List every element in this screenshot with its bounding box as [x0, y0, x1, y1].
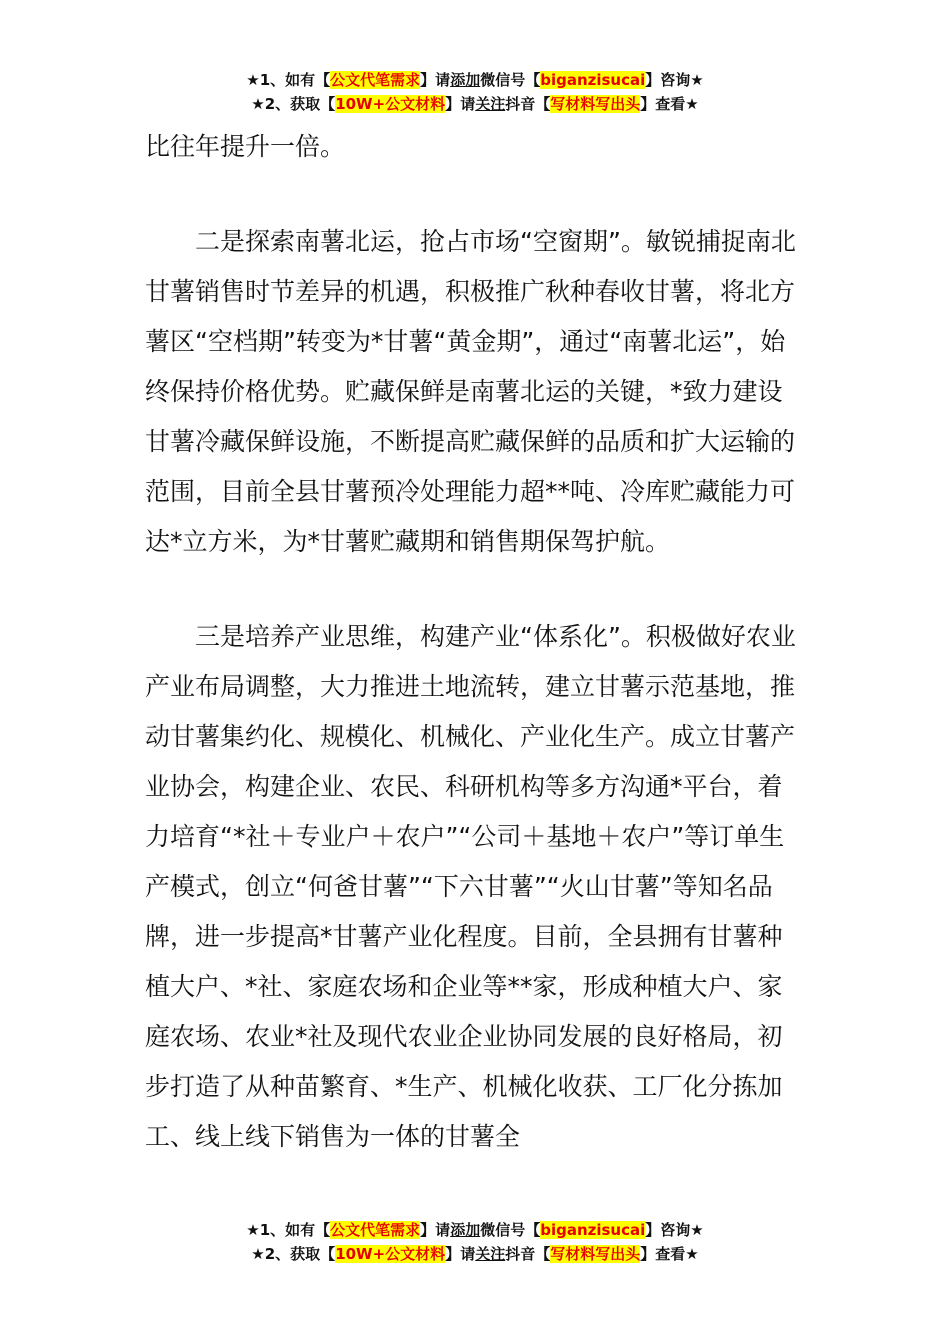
highlight-douyin-id: 写材料写出头: [550, 1245, 641, 1263]
document-body: [145, 122, 805, 1162]
highlight-wechat-id: biganzisucai: [540, 1221, 646, 1239]
banner-line-2: ★2、获取【10W+公文材料】请关注抖音【写材料写出头】查看★: [251, 95, 699, 113]
banner-line-1: ★1、如有【公文代笔需求】请添加微信号【biganzisucai】咨询★: [246, 1221, 704, 1239]
banner-line-2: ★2、获取【10W+公文材料】请关注抖音【写材料写出头】查看★: [251, 1245, 699, 1263]
highlight-service: 公文代笔需求: [330, 71, 421, 89]
highlight-materials: 10W+公文材料: [335, 95, 446, 113]
paragraph-three: 三是培养产业思维，构建产业“体系化”。积极做好农业产业布局调整，大力推进土地流转，建立甘薯示范基地，推动甘薯集约化、规模化、机械化、产业化生产。成立甘薯产业协会，构建企业、农民、科研机构等多方沟通*平台，着力培育“*社＋专业户＋农户”“公司＋基地＋农户”等订单生产模式，创立“何爸甘薯”“下六甘薯”“火山甘薯”等知名品牌，进一步提高*甘薯产业化程度。目前，全县拥有甘薯种植大户、*社、家庭农场和企业等**家，形成种植大户、家庭农场、农业*社及现代农业企业协同发展的良好格局，初步打造了从种苗繁育、*生产、机械化收获、工厂化分拣加工、线上线下销售为一体的甘薯全: [145, 622, 796, 1151]
header-banner: [0, 68, 950, 116]
banner-line-1: ★1、如有【公文代笔需求】请添加微信号【biganzisucai】咨询★: [246, 71, 704, 89]
paragraph-two: 二是探索南薯北运，抢占市场“空窗期”。敏锐捕捉南北甘薯销售时节差异的机遇，积极推广秋种春收甘薯，将北方薯区“空档期”转变为*甘薯“黄金期”，通过“南薯北运”，始终保持价格优势。贮藏保鲜是南薯北运的关键，*致力建设甘薯冷藏保鲜设施，不断提高贮藏保鲜的品质和扩大运输的范围，目前全县甘薯预冷处理能力超**吨、冷库贮藏能力可达*立方米，为*甘薯贮藏期和销售期保驾护航。: [145, 227, 796, 556]
paragraph-continuation: 比往年提升一倍。: [145, 132, 346, 161]
highlight-wechat-id: biganzisucai: [540, 71, 646, 89]
footer-banner: [0, 1218, 950, 1266]
highlight-douyin-id: 写材料写出头: [550, 95, 641, 113]
highlight-materials: 10W+公文材料: [335, 1245, 446, 1263]
highlight-service: 公文代笔需求: [330, 1221, 421, 1239]
